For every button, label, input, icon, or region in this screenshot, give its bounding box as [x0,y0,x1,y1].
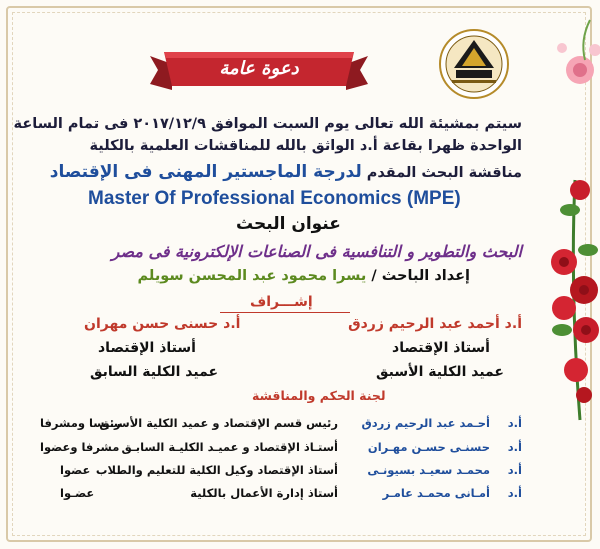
member-position: رئيس قسم الإقتصاد و عميد الكلية الأسبـق [99,416,338,430]
intro-line-1: سيتم بمشيئة الله تعالى يوم السبت الموافق ٢٠١٧/١٢/٩ فى تمام الساعة [13,116,522,132]
supervisor-right-role1: أستاذ الإقتصاد [392,340,490,356]
intro-line-3 [50,162,522,182]
member-name: أحـمد عبد الرحيم زردق [361,416,490,430]
rose-decoration [540,0,600,549]
member-prefix: أ.د [507,463,522,477]
top-flower-icon [557,20,600,84]
degree-en: Master Of Professional Economics (MPE) [88,188,461,209]
prepared-label: إعداد الباحث / [371,268,470,284]
supervisor-left-role1: أستاذ الإقتصاد [98,340,196,356]
member-name: حسنـى حسـن مهـران [367,440,490,454]
supervisor-right-name: أ.د أحمد عبد الرحيم زردق [348,316,522,332]
member-role: مشرفا وعضوا [40,440,120,454]
university-logo [432,28,516,102]
degree-ar: لدرجة الماجستير المهنى فى الإقتصاد [49,162,362,182]
supervisor-left-name: أ.د حسنى حسن مهران [84,316,241,332]
researcher-name: يسرا محمود عبد المحسن سويلم [137,268,367,284]
supervisor-left-role2: عميد الكلية السابق [90,364,219,380]
member-name: محمـد سعيـد بسيونـى [367,463,490,477]
member-name: أمـانى محمـد عامـر [382,486,490,500]
supervision-heading: إشـــراف [250,294,313,310]
supervision-underline [220,312,350,313]
member-position: أستاذ الإقتصاد وكيل الكلية للتعليم والطلاب [95,463,338,477]
member-prefix: أ.د [507,440,522,454]
member-role: عضـوا [60,486,95,500]
research-heading: عنوان البحث [236,214,341,234]
research-title: البحث والتطوير و التنافسية فى الصناعات الإلكترونية فى مصر [111,242,522,261]
intro-line-3-prefix: مناقشة البحث المقدم [366,165,522,181]
researcher-line [138,268,470,284]
member-role: عضوا [60,463,91,477]
member-prefix: أ.د [507,486,522,500]
member-role: رئيسا ومشرفا [40,416,121,430]
committee-heading: لجنة الحكم والمناقشة [252,388,386,403]
supervisor-right-role2: عميد الكلية الأسبق [376,364,504,380]
rose-bouquet-icon [551,180,599,420]
title-ribbon [150,50,368,92]
intro-line-2: الواحدة ظهرا بقاعة أ.د الواثق بالله للمناقشات العلمية بالكلية [89,138,522,154]
member-position: أستاذ إدارة الأعمال بالكلية [190,486,338,500]
member-prefix: أ.د [507,416,522,430]
member-position: أستـاذ الإقتصاد و عميـد الكليـة السابـق [121,440,338,454]
ribbon-title: دعوة عامة [219,58,299,79]
